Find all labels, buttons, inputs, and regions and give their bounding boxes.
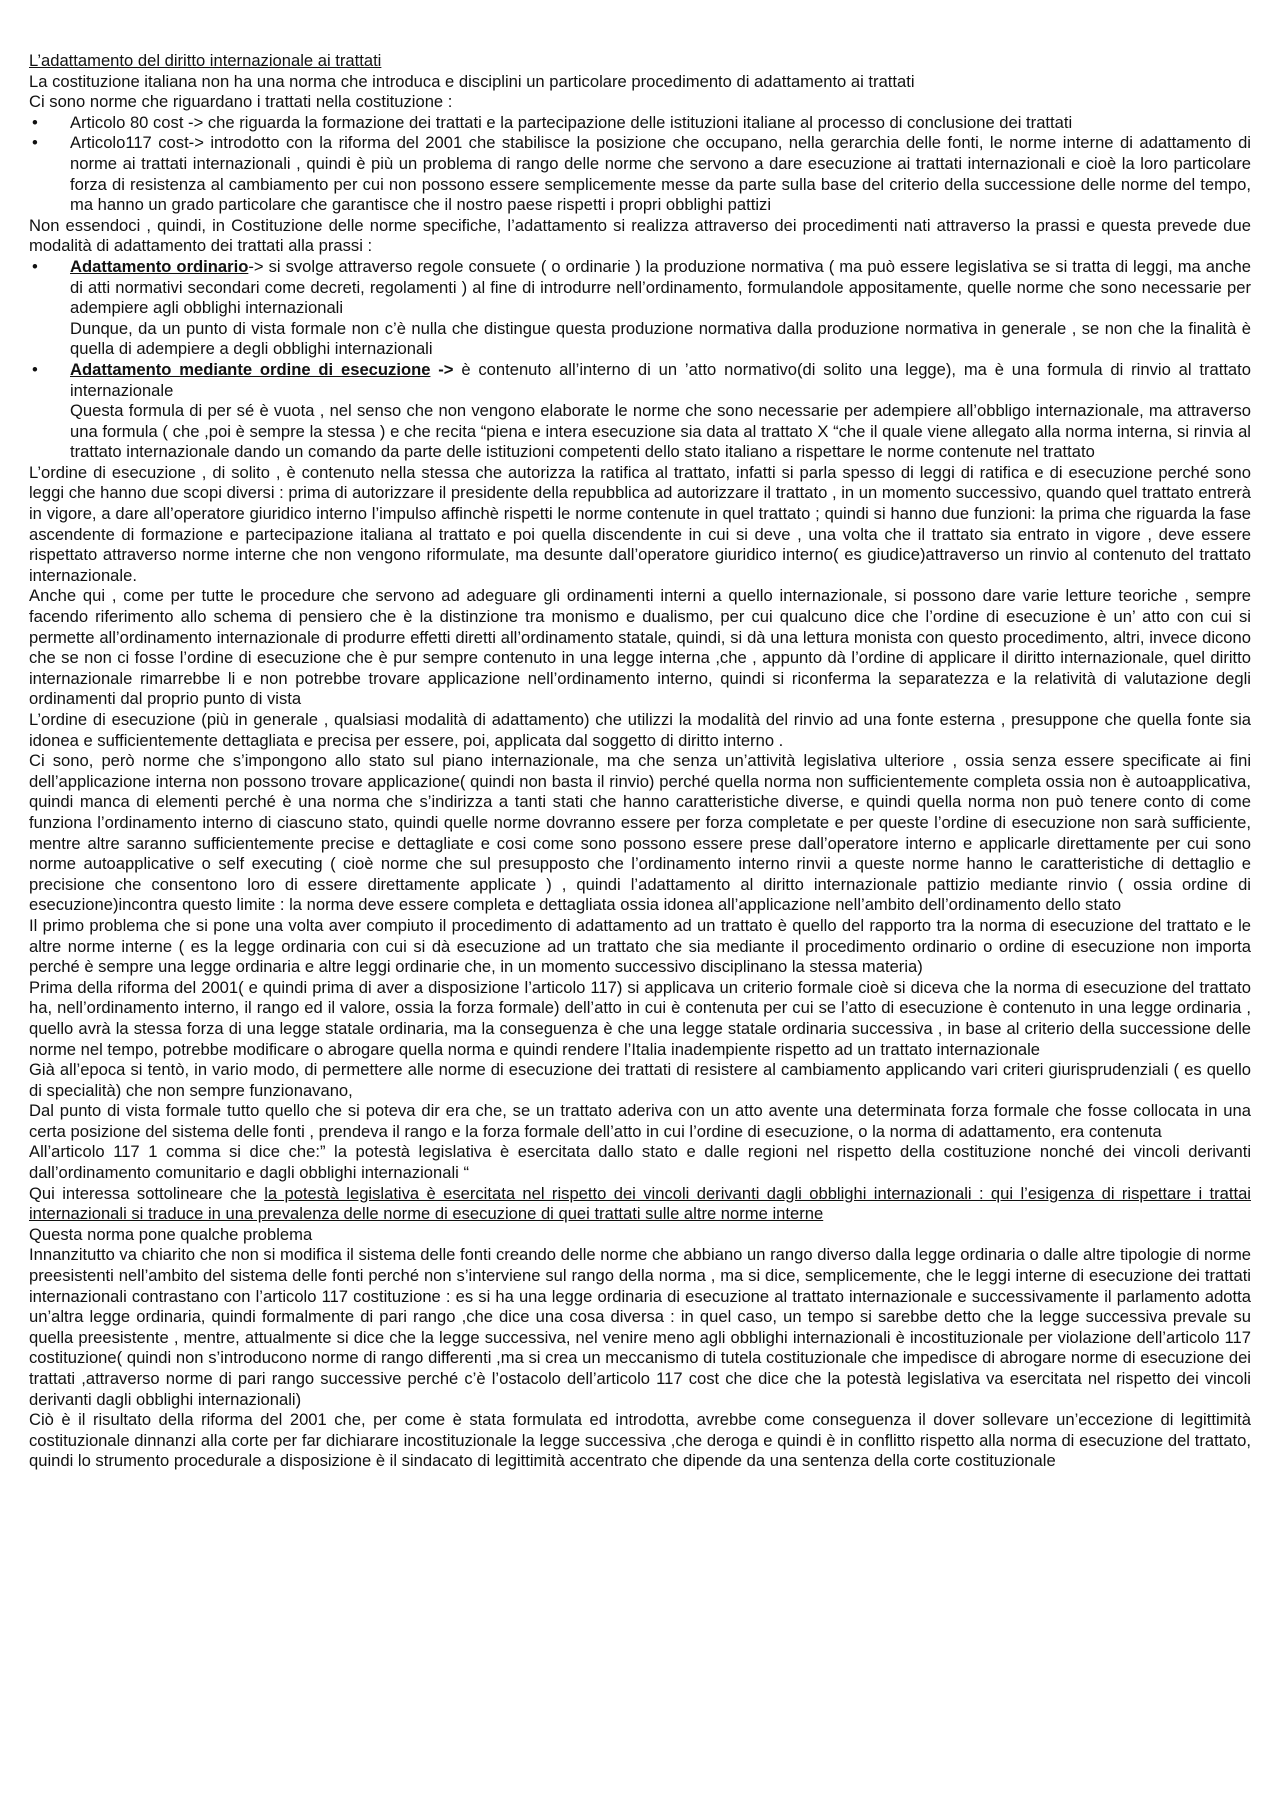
paragraph: Ci sono, però norme che s’impongono allo stato sul piano internazionale, ma che senza un’attività legislativa ulteriore , ossia senza essere specificate ai fini dell’applicazione interna non possono trovare applicazione( quindi non basta il rinvio) perché quella norma non sufficientemente completa ossia non è autoapplicativa, quindi manca di elementi perché è una norma che s’indirizza a tanti stati che hanno caratteristiche diverse, e quindi quella norma non può tenere conto di come funziona l’ordinamento interno di ciascuno stato, quindi quelle norme dovranno essere per forza completate e per queste l’ordine di esecuzione non sarà sufficiente, mentre altre saranno sufficientemente precise e dettagliate e cosi come sono possono essere prese dall’operatore interno e applicarle direttamente per cui sono norme autoapplicative o self executing ( cioè norme che sul presupposto che l’ordinamento interno rinvii a queste norme hanno le caratteristiche di dettaglio e precisione che consentono loro di essere direttamente applicate ) , quindi l’adattamento al diritto internazionale pattizio mediante rinvio ( ossia ordine di esecuzione)incontra questo limite : la norma deve essere completa e dettagliata ossia idonea all’applicazione nell’ambito dell’ordinamento dello stato xyxy=(29,751,1251,915)
bullet-item-articolo-80 xyxy=(29,113,1251,134)
paragraph: Anche qui , come per tutte le procedure che servono ad adeguare gli ordinamenti interni a quello internazionale, si possono dare varie letture teoriche , sempre facendo riferimento allo schema di pensiero che è la distinzione tra monismo e dualismo, per cui qualcuno dice che l’ordine di esecuzione è un’ atto con cui si permette all’ordinamento internazionale di produrre effetti diretti all’ordinamento statale, quindi, si dà una lettura monista con questo procedimento, altri, invece dicono che se non ci fosse l’ordine di esecuzione che è pur sempre contenuto in una legge interna ,che , appunto dà l’ordine di applicare il diritto internazionale, quel diritto internazionale rimarrebbe li e non potrebbe trovare applicazione nell’ordinamento interno, quindi si riconferma la separatezza e la relatività di valutazione degli ordinamenti dal proprio punto di vista xyxy=(29,586,1251,709)
bullet-icon: • xyxy=(32,256,38,276)
bullet-item-adattamento-ordinario xyxy=(29,257,1251,360)
bullet-heading: Adattamento mediante ordine di esecuzione xyxy=(70,359,431,379)
bullet-icon: • xyxy=(32,133,38,153)
bullet-text: è contenuto all’interno di un ’atto normativo(di solito una legge), ma è una formula di rinvio al trattato internazionale xyxy=(70,359,1252,400)
paragraph: L’ordine di esecuzione (più in generale , qualsiasi modalità di adattamento) che utilizzi la modalità del rinvio ad una fonte esterna , presuppone che quella fonte sia idonea e sufficientemente dettagliata e precisa per essere, poi, applicata dal soggetto di diritto interno . xyxy=(29,710,1251,750)
underlined-text: la potestà legislativa è esercitata nel rispetto dei vincoli derivanti dagli obblighi internazionali : qui l’esigenza di rispettare i trattai internazionali si traduce in una prevalenza delle norme di esecuzione di quei trattati sulle altre norme interne xyxy=(29,1183,1251,1224)
document-title: L’adattamento del diritto internazionale ai trattati xyxy=(29,51,382,70)
paragraph: La costituzione italiana non ha una norma che introduca e disciplini un particolare procedimento di adattamento ai trattati xyxy=(29,71,915,91)
paragraph: Questa norma pone qualche problema xyxy=(29,1224,313,1244)
paragraph: Non essendoci , quindi, in Costituzione delle norme specifiche, l’adattamento si realizza attraverso dei procedimenti nati attraverso la prassi e questa prevede due modalità di adattamento dei trattati alla prassi : xyxy=(29,215,1251,256)
paragraph-underlined: Qui interessa sottolineare che la potestà legislativa è esercitata nel rispetto dei vincoli derivanti dagli obblighi internazionali : qui l’esigenza di rispettare i trattai internazionali si traduce in una prevalenza delle norme di esecuzione di quei trattati sulle altre norme interne xyxy=(29,1183,1251,1224)
paragraph: Già all’epoca si tentò, in vario modo, di permettere alle norme di esecuzione dei trattati di resistere al cambiamento applicando vari criteri giurisprudenziali ( es quello di specialità) che non sempre funzionavano, xyxy=(29,1060,1251,1100)
paragraph: Il primo problema che si pone una volta aver compiuto il procedimento di adattamento ad un trattato è quello del rapporto tra la norma di esecuzione del trattato e le altre norme interne ( es la legge ordinaria con cui si dà esecuzione ad un trattato che sia mediante il procedimento ordinario o ordine di esecuzione non importa perché è sempre una legge ordinaria e altre leggi ordinarie che, in un momento successivo disciplinano la stessa materia) xyxy=(29,915,1251,977)
paragraph: L’ordine di esecuzione , di solito , è contenuto nella stessa che autorizza la ratifica al trattato, infatti si parla spesso di leggi di ratifica e di esecuzione perché sono leggi che hanno due scopi diversi : prima di autorizzare il presidente della repubblica ad autorizzare il trattato , in un momento successivo, quando quel trattato entrerà in vigore, a dare all’operatore giuridico interno l’impulso affinchè rispetti le norme contenute in quel trattato ; quindi si hanno due funzioni: la prima che riguarda la fase ascendente di formazione e partecipazione italiana al trattato e poi quella discendente in cui si deve , una volta che il trattato sia entrato in vigore , deve essere rispettato attraverso norme interne che non vengono riformulate, ma desunte dall’operatore giuridico interno( es giudice)attraverso un rinvio al contenuto del trattato internazionale. xyxy=(29,462,1251,585)
paragraph: Dal punto di vista formale tutto quello che si poteva dir era che, se un trattato aderiva con un atto avente una determinata forza formale che fosse collocata in una certa posizione del sistema delle fonti , prendeva il rango e la forza formale dell’atto in cui l’ordine di esecuzione, o la norma di adattamento, era contenuta xyxy=(29,1101,1251,1141)
paragraph: Ciò è il risultato della riforma del 2001 che, per come è stata formulata ed introdotta, avrebbe come conseguenza il dover sollevare un’eccezione di legittimità costituzionale dinnanzi alla corte per far dichiarare incostituzionale la legge successiva ,che deroga e quindi è in conflitto rispetto alla norma di esecuzione del trattato, quindi lo strumento procedurale a disposizione è il sindacato di legittimità accentrato che dipende da una sentenza della corte costituzionale xyxy=(29,1410,1251,1471)
arrow-text: -> xyxy=(430,359,454,379)
bullet-item-ordine-di-esecuzione xyxy=(29,360,1251,463)
bullet-text: Articolo 80 cost -> che riguarda la formazione dei trattati e la partecipazione delle istituzioni italiane al processo di conclusione dei trattati xyxy=(70,112,1073,132)
bullet-heading: Adattamento ordinario xyxy=(70,256,249,276)
paragraph: Ci sono norme che riguardano i trattati nella costituzione : xyxy=(29,92,453,112)
paragraph: Innanzitutto va chiarito che non si modifica il sistema delle fonti creando delle norme che abbiano un rango diverso dalla legge ordinaria o dalle altre tipologie di norme preesistenti nell’ambito del sistema delle fonti perché non s’interviene sul rango della norma , ma si dice, semplicemente, che le leggi interne di esecuzione dei trattati internazionali contrastano con l’articolo 117 costituzione : es si ha una legge ordinaria di esecuzione al trattato internazionale e successivamente il parlamento adotta un’altra legge ordinaria, quindi formalmente di pari rango ,che dice una cosa diversa : in quel caso, un tempo si sarebbe detto che la legge successiva prevale su quella preesistente , mentre, attualmente si dice che la legge successiva, nel venire meno agli obblighi internazionali è incostituzionale per violazione dell’articolo 117 costituzione( quindi non s’introducono norme di rango differenti ,ma si crea un meccanismo di tutela costituzionale che impedisce di abrogare norme di esecuzione dei trattati ,attraverso norme di pari rango successive perché c’è l’ostacolo dell’articolo 117 cost che dice che la potestà legislativa va esercitata nel rispetto dei vincoli derivanti dagli obblighi internazionali) xyxy=(29,1245,1251,1409)
bullet-text: Articolo117 cost-> introdotto con la riforma del 2001 che stabilisce la posizione che occupano, nella gerarchia delle fonti, le norme interne di adattamento di norme ai trattati internazionali , quindi è più un problema di rango delle norme che servono a dare esecuzione ai trattati internazionali e cioè la loro particolare forza di resistenza al cambiamento per cui non possono essere semplicemente messe da parte sulla base del criterio della successione delle norme del tempo, ma hanno un grado particolare che garantisce che il nostro paese rispetti i propri obblighi pattizi xyxy=(70,133,1251,215)
bullet-icon: • xyxy=(32,112,38,132)
document-page xyxy=(29,51,1251,1472)
bullet-subparagraph: Dunque, da un punto di vista formale non c’è nulla che distingue questa produzione normativa dalla produzione normativa in generale , se non che la finalità è quella di adempiere a degli obblighi internazionali xyxy=(70,318,1251,359)
paragraph: Prima della riforma del 2001( e quindi prima di aver a disposizione l’articolo 117) si applicava un criterio formale cioè si diceva che la norma di esecuzione del trattato ha, nell’ordinamento interno, il rango ed il valore, ossia la forza formale) dell’atto in cui è contenuta per cui se l’atto di esecuzione è contenuto in una legge ordinaria , quello avrà la stessa forza di una legge statale ordinaria, ma la conseguenza è che una legge statale ordinaria successiva , in base al criterio della successione delle norme nel tempo, potrebbe modificare o abrogare quella norma e quindi rendere l’Italia inadempiente rispetto ad un trattato internazionale xyxy=(29,977,1251,1059)
bullet-subparagraph: Questa formula di per sé è vuota , nel senso che non vengono elaborate le norme che sono necessarie per adempiere all’obbligo internazionale, ma attraverso una formula ( che ,poi è sempre la stessa ) e che recita “piena e intera esecuzione sia data al trattato X “che il quale viene allegato alla norma interna, si rinvia al trattato internazionale dando un comando da parte delle istituzioni competenti dello stato italiano a rispettare le norme contenute nel trattato xyxy=(70,401,1251,462)
bullet-text: -> si svolge attraverso regole consuete ( o ordinarie ) la produzione normativa ( ma può essere legislativa se si tratta di leggi, ma anche di atti normativi secondari come decreti, regolamenti ) al fine di introdurre nell’ordinamento, formulandole appositamente, quelle norme che sono necessarie per adempiere agli obblighi internazionali xyxy=(70,256,1251,318)
bullet-item-articolo-117 xyxy=(29,133,1251,215)
paragraph: All’articolo 117 1 comma si dice che:” la potestà legislativa è esercitata dallo stato e dalle regioni nel rispetto della costituzione nonché dei vincoli derivanti dall’ordinamento comunitario e dagli obblighi internazionali “ xyxy=(29,1142,1251,1183)
bullet-icon: • xyxy=(32,359,38,379)
